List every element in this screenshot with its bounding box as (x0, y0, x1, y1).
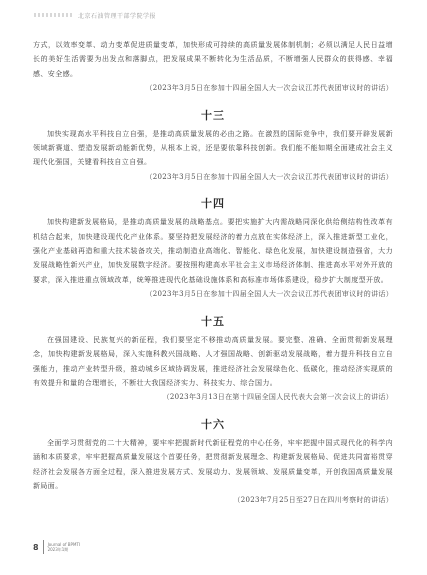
section-15-heading: 十五 (201, 314, 225, 328)
header-title: 北京石油管理干部学院学报 (78, 12, 157, 20)
page-footer (33, 540, 80, 554)
intro-paragraph: 方式，以效率变革、动力变革促进质量变革，加快形成可持续的高质量发展体制机制；必须以满足人民日益增长的美好生活需要为出发点和落脚点，把发展成果不断转化为生活品质，不断增强人民群众的获得感、幸福感、安全感。 (33, 41, 393, 78)
article-body (33, 38, 393, 508)
footer-journal-issue: 2023年1期 (47, 547, 69, 552)
page-number: 8 (33, 542, 39, 552)
footer-journal (48, 542, 80, 552)
section-13-source: （2023年3月5日在参加十四届全国人大一次会议江苏代表团审议时的讲话） (145, 172, 393, 181)
footer-divider (43, 540, 44, 554)
section-13-heading: 十三 (201, 108, 225, 122)
section-15-source: （2023年3月13日在第十四届全国人民代表大会第一次会议上的讲话） (162, 393, 393, 402)
section-14-heading: 十四 (201, 197, 225, 211)
section-16-heading: 十六 (201, 417, 225, 431)
intro-source: （2023年3月5日在参加十四届全国人大一次会议江苏代表团审议时的讲话） (145, 84, 393, 93)
section-13-paragraph: 加快实现高水平科技自立自强，是推动高质量发展的必由之路。在激烈的国际竞争中，我们要开辟发展新领域新赛道、塑造发展新动能新优势，从根本上说，还是要依靠科技创新。我们能不能如期全面建成社会主义现代化强国，关键看科技自立自强。 (33, 129, 393, 167)
section-14-source: （2023年3月5日在参加十四届全国人大一次会议江苏代表团审议时的讲话） (145, 290, 393, 299)
section-16-paragraph: 全面学习贯彻党的二十大精神，要牢牢把握新时代新征程党的中心任务，牢牢把握中国式现代化的科学内涵和本质要求，牢牢把握高质量发展这个首要任务，把贯彻新发展理念、构建新发展格局、促进共同富裕贯穿经济社会发展各方面全过程，深入推进发展方式、发展动力、发展领域、发展质量变革，开创我国高质量发展新局面。 (33, 438, 393, 490)
section-14-paragraph: 加快构建新发展格局，是推动高质量发展的战略基点。要把实施扩大内需战略同深化供给侧结构性改革有机结合起来，加快建设现代化产业体系。要坚持把发展经济的着力点放在实体经济上，深入推进新型工业化，强化产业基础再造和重大技术装备攻关，推动制造业高端化、智能化、绿色化发展，加快建设制造强省，大力发展战略性新兴产业，加快发展数字经济。要按照构建高水平社会主义市场经济体制、推进高水平对外开放的要求，深入推进重点领域改革，统筹推进现代化基础设施体系和高标准市场体系建设，稳步扩大制度型开放。 (33, 218, 393, 284)
footer-journal-name: Journal of BPMTI (47, 542, 81, 547)
section-16-source: （2023年7月25日至27日在四川考察时的讲话） (233, 496, 393, 505)
running-header (34, 10, 156, 20)
section-15-paragraph: 在强国建设、民族复兴的新征程，我们要坚定不移推动高质量发展。要完整、准确、全面贯彻新发展理念，加快构建新发展格局，深入实施科教兴国战略、人才强国战略、创新驱动发展战略，着力提升科技自立自强能力，推动产业转型升级，推动城乡区域协调发展，推进经济社会发展绿色化、低碳化，推动经济实现质的有效提升和量的合理增长，不断壮大我国经济实力、科技实力、综合国力。 (33, 335, 393, 387)
header-decoration (34, 13, 74, 17)
